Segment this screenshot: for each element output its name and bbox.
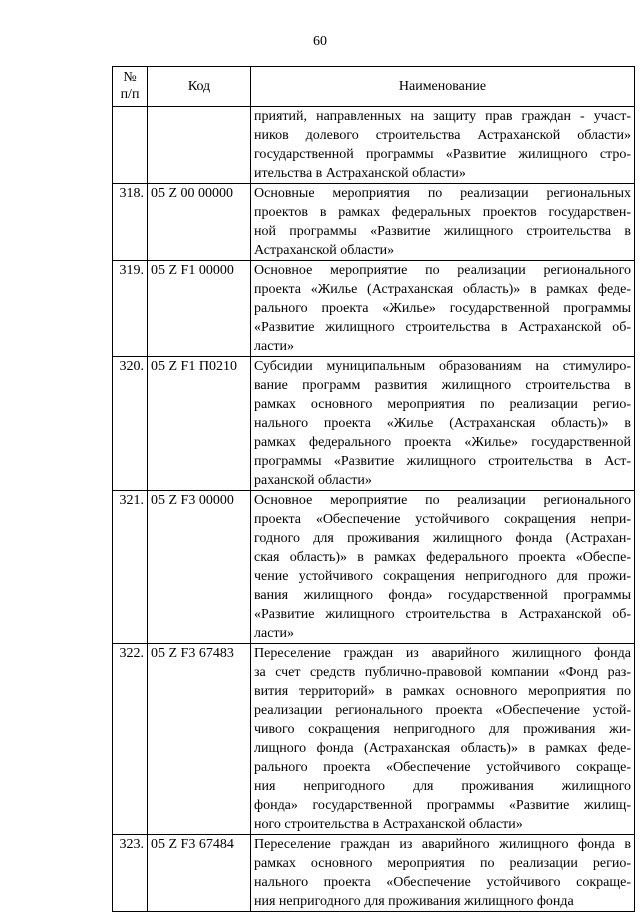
row-name-line: вития территорий» в рамках основного мероприятия по — [254, 684, 631, 699]
row-number: 319. — [113, 261, 148, 357]
page-number: 60 — [313, 34, 327, 49]
row-name-line: проектов в рамках федеральных проектов государствен- — [254, 205, 631, 220]
row-number: 321. — [113, 491, 148, 644]
row-name-line: приятий, направленных на защиту прав граждан - участ- — [254, 109, 631, 124]
row-name — [251, 261, 635, 357]
row-name — [251, 835, 635, 912]
row-name-line: «Развитие жилищного строительства в Астраханской об- — [254, 320, 631, 335]
table-row — [113, 184, 635, 261]
row-code: 05 Z F3 67483 — [148, 644, 251, 835]
row-name-line: государственной программы «Развитие жилищного стро- — [254, 147, 631, 162]
row-name-line: Основное мероприятие по реализации регионального — [254, 263, 631, 278]
row-name-line: вания жилищного фонда» государственной программы — [254, 588, 631, 603]
header-code: Код — [148, 67, 251, 107]
table-row — [113, 644, 635, 835]
row-name-line: нального проекта «Жилье (Астраханская область)» в — [254, 416, 631, 431]
row-name-line: «Развитие жилищного строительства в Астраханской об- — [254, 607, 631, 622]
table-row — [113, 107, 635, 184]
row-name-line: ская область)» в рамках федерального проекта «Обеспе- — [254, 550, 631, 565]
row-number: 323. — [113, 835, 148, 912]
row-name-line: рального проекта «Обеспечение устойчивого сокраще- — [254, 760, 631, 775]
table-header-row — [113, 67, 635, 107]
row-name-line: рамках основного мероприятия по реализации регио- — [254, 856, 631, 871]
row-name-line: Основное мероприятие по реализации регионального — [254, 493, 631, 508]
row-name-line: годного для проживания жилищного фонда (Астрахан- — [254, 531, 631, 546]
table-row — [113, 491, 635, 644]
row-name-line: ния непригодного для проживания жилищного фонда — [254, 894, 574, 909]
table-row — [113, 357, 635, 491]
row-code: 05 Z F1 00000 — [148, 261, 251, 357]
table-row — [113, 835, 635, 912]
row-name-line: Субсидии муниципальным образованиям на стимулиро- — [254, 359, 631, 374]
row-name-line: за счет средств публично-правовой компании «Фонд раз- — [254, 665, 631, 680]
row-name — [251, 644, 635, 835]
row-name-line: вание программ развития жилищного строительства в — [254, 378, 631, 393]
header-number-abbr: п/п — [120, 87, 140, 102]
row-name-line: проекта «Обеспечение устойчивого сокращения непри- — [254, 512, 631, 527]
row-name-line: чивого сокращения непригодного для проживания жи- — [254, 722, 631, 737]
row-name-line: чение устойчивого сокращения непригодного для прожи- — [254, 569, 631, 584]
row-name-line: ной программы «Развитие жилищного строительства в — [254, 224, 631, 239]
row-name-line: ников долевого строительства Астраханской области» — [254, 128, 631, 143]
row-name-line: нального проекта «Обеспечение устойчивого сокраще- — [254, 875, 631, 890]
row-name-line: ительства в Астраханской области» — [254, 166, 466, 181]
row-code: 05 Z 00 00000 — [148, 184, 251, 261]
row-number — [113, 107, 148, 184]
row-number: 320. — [113, 357, 148, 491]
row-code: 05 Z F1 П0210 — [148, 357, 251, 491]
budget-classification-table — [112, 66, 635, 912]
row-name-line: рального проекта «Жилье» государственной программы — [254, 301, 631, 316]
row-name-line: программы «Развитие жилищного строительства в Аст- — [254, 454, 631, 469]
row-name-line: раханской области» — [254, 473, 372, 488]
row-name-line: ласти» — [254, 339, 295, 354]
row-name-line: реализации регионального проекта «Обеспечение устой- — [254, 703, 631, 718]
row-name — [251, 491, 635, 644]
header-number — [113, 67, 148, 107]
row-name-line: лищного фонда (Астраханская область)» в рамках феде- — [254, 741, 631, 756]
row-name-line: ния непригодного для проживания жилищного — [254, 779, 631, 794]
row-name — [251, 184, 635, 261]
row-code: 05 Z F3 00000 — [148, 491, 251, 644]
row-name-line: Астраханской области» — [254, 243, 395, 258]
row-code — [148, 107, 251, 184]
row-code: 05 Z F3 67484 — [148, 835, 251, 912]
table-row — [113, 261, 635, 357]
row-name — [251, 357, 635, 491]
row-name-line: фонда» государственной программы «Развитие жилищ- — [254, 798, 631, 813]
row-name-line: Переселение граждан из аварийного жилищного фонда в — [254, 837, 631, 852]
row-name-line: Переселение граждан из аварийного жилищного фонда — [254, 646, 631, 661]
row-name-line: рамках федерального проекта «Жилье» государственной — [254, 435, 631, 450]
row-name-line: рамках основного мероприятия по реализации регио- — [254, 397, 631, 412]
header-name: Наименование — [251, 67, 635, 107]
row-name-line: Основные мероприятия по реализации региональных — [254, 186, 631, 201]
header-number-sign: № — [123, 70, 137, 85]
row-name-line: ного строительства в Астраханской области» — [254, 817, 523, 832]
row-number: 322. — [113, 644, 148, 835]
row-name — [251, 107, 635, 184]
row-name-line: ласти» — [254, 626, 295, 641]
row-name-line: проекта «Жилье (Астраханская область)» в рамках феде- — [254, 282, 631, 297]
row-number: 318. — [113, 184, 148, 261]
